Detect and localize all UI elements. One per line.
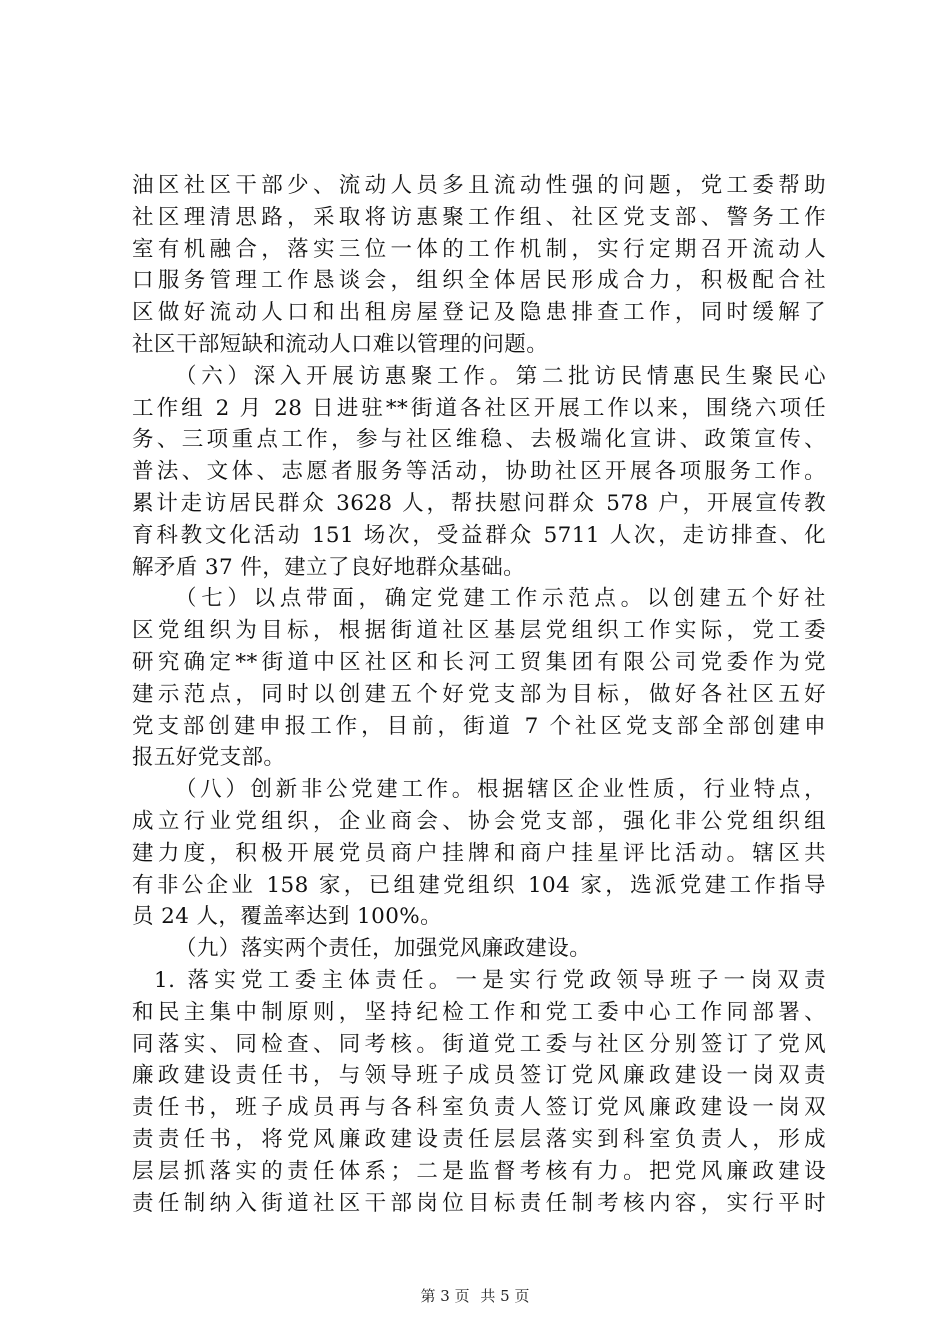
- text-line: 育科教文化活动 151 场次，受益群众 5711 人次，走访排查、化: [132, 522, 826, 548]
- text-line: 责任书，班子成员再与各科室负责人签订党风廉政建设一岗双: [132, 1095, 826, 1121]
- text-line: 有非公企业 158 家，已组建党组织 104 家，选派党建工作指导: [132, 872, 826, 898]
- text-line: 报五好党支部。: [132, 745, 286, 771]
- text-line: 廉政建设责任书，与领导班子成员签订党风廉政建设一岗双责: [132, 1063, 826, 1089]
- text-line: 责责任书，将党风廉政建设责任层层落实到科室负责人，形成: [132, 1126, 826, 1152]
- page-number: 第 3 页: [420, 1287, 470, 1305]
- section-heading-nine: （九）落实两个责任，加强党风廉政建设。: [175, 936, 592, 962]
- text-line: 建示范点，同时以创建五个好党支部为目标，做好各社区五好: [132, 681, 826, 707]
- text-line: 责任制纳入街道社区干部岗位目标责任制考核内容，实行平时: [132, 1190, 826, 1216]
- text-line: 党支部创建申报工作，目前，街道 7 个社区党支部全部创建申: [132, 713, 826, 739]
- text-line: 工作组 2 月 28 日进驻**街道各社区开展工作以来，围绕六项任: [132, 395, 826, 421]
- text-line: 普法、文体、志愿者服务等活动，协助社区开展各项服务工作。: [132, 459, 826, 485]
- text-line: 累计走访居民群众 3628 人，帮扶慰问群众 578 户，开展宣传教: [132, 490, 826, 516]
- text-line: 员 24 人，覆盖率达到 100%。: [132, 904, 443, 930]
- text-line: 区做好流动人口和出租房屋登记及隐患排查工作，同时缓解了: [132, 300, 826, 326]
- text-line: 油区社区干部少、流动人员多且流动性强的问题，党工委帮助: [132, 173, 826, 198]
- text-line: 社区理清思路，采取将访惠聚工作组、社区党支部、警务工作: [132, 204, 826, 230]
- text-line: 层层抓落实的责任体系；二是监督考核有力。把党风廉政建设: [132, 1158, 826, 1184]
- text-line: 务、三项重点工作，参与社区维稳、去极端化宣讲、政策宣传、: [132, 427, 826, 453]
- section-heading-six: （六）深入开展访惠聚工作。第二批访民情惠民生聚民心: [175, 363, 826, 389]
- total-pages: 共 5 页: [480, 1287, 530, 1305]
- text-line: 口服务管理工作恳谈会，组织全体居民形成合力，积极配合社: [132, 268, 826, 294]
- text-line: 研究确定**街道中区社区和长河工贸集团有限公司党委作为党: [132, 649, 826, 675]
- text-line: 建力度，积极开展党员商户挂牌和商户挂星评比活动。辖区共: [132, 840, 826, 866]
- document-body: [132, 170, 826, 1219]
- page-footer: [0, 1286, 950, 1306]
- section-heading-seven: （七）以点带面，确定党建工作示范点。以创建五个好社: [175, 586, 826, 612]
- text-line: 成立行业党组织，企业商会、协会党支部，强化非公党组织组: [132, 808, 826, 834]
- section-heading-eight: （八）创新非公党建工作。根据辖区企业性质，行业特点，: [175, 777, 826, 803]
- text-line: 和民主集中制原则，坚持纪检工作和党工委中心工作同部署、: [132, 999, 826, 1025]
- text-line: 社区干部短缺和流动人口难以管理的问题。: [132, 331, 549, 357]
- subsection-heading-one: 1. 落实党工委主体责任。一是实行党政领导班子一岗双责: [154, 967, 826, 993]
- text-line: 同落实、同检查、同考核。街道党工委与社区分别签订了党风: [132, 1031, 826, 1057]
- text-line: 室有机融合，落实三位一体的工作机制，实行定期召开流动人: [132, 236, 826, 262]
- text-line: 解矛盾 37 件，建立了良好地群众基础。: [132, 554, 526, 580]
- text-line: 区党组织为目标，根据街道社区基层党组织工作实际，党工委: [132, 618, 826, 644]
